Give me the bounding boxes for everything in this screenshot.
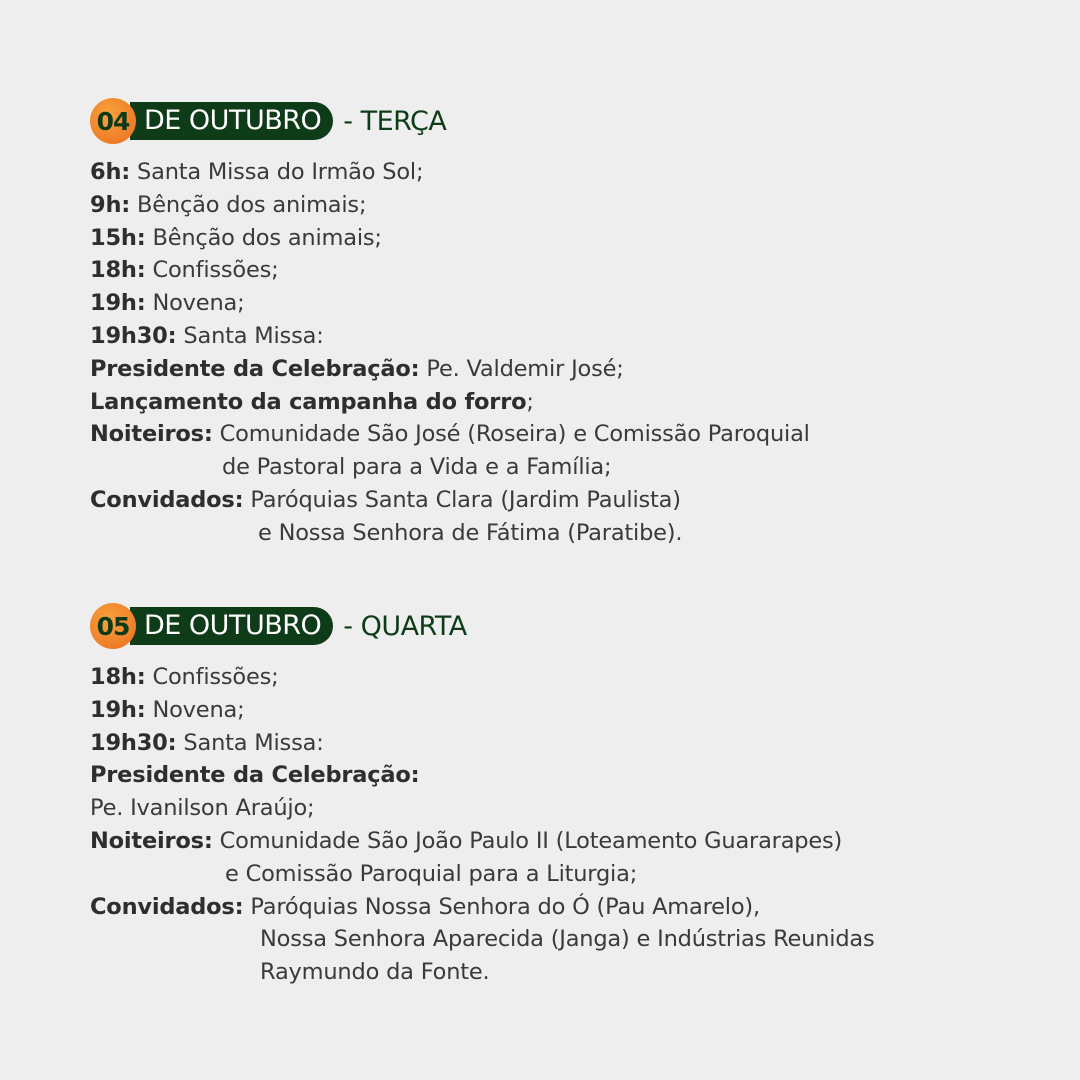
role-label: Convidados: — [90, 893, 244, 920]
schedule-item-continuation — [90, 792, 1050, 825]
schedule-item — [90, 386, 1050, 419]
schedule-item — [90, 727, 1050, 760]
weekday-label: - TERÇA — [343, 105, 447, 137]
weekday-label: - QUARTA — [343, 610, 467, 642]
day-section-05 — [90, 603, 1050, 989]
schedule-item-continuation — [90, 517, 1050, 550]
role-label: Presidente da Celebração: — [90, 762, 420, 789]
time-label: 19h: — [90, 696, 146, 723]
item-text: Santa Missa: — [176, 322, 324, 349]
schedule-item — [90, 254, 1050, 287]
item-text: Comunidade São João Paulo II (Loteamento Guararapes) — [212, 827, 843, 854]
month-label: DE OUTUBRO — [130, 102, 333, 140]
item-text: Confissões; — [145, 664, 279, 690]
item-text: e Nossa Senhora de Fátima (Paratibe). — [258, 519, 683, 546]
time-label: 9h: — [90, 191, 131, 218]
schedule-item — [90, 156, 1050, 189]
schedule-item — [90, 353, 1050, 386]
item-text: Nossa Senhora Aparecida (Janga) e Indústrias Reunidas — [260, 926, 875, 953]
item-text: Bênção dos animais; — [145, 224, 382, 251]
item-text: Comunidade São José (Roseira) e Comissão Paroquial — [212, 421, 810, 448]
time-label: 19h: — [90, 290, 146, 317]
schedule-item — [90, 661, 1050, 694]
item-text: Raymundo da Fonte. — [260, 959, 490, 986]
day-section-04 — [90, 98, 1050, 550]
item-text: ; — [526, 388, 534, 415]
item-text: Paróquias Santa Clara (Jardim Paulista) — [243, 486, 681, 513]
schedule-item — [90, 891, 1050, 924]
day-header — [90, 603, 1050, 649]
day-number-badge: 05 — [90, 603, 136, 649]
schedule-item — [90, 484, 1050, 517]
day-header — [90, 98, 1050, 144]
item-text: Pe. Valdemir José; — [419, 355, 624, 382]
role-label: Convidados: — [90, 486, 244, 513]
time-label: 19h30: — [90, 322, 177, 349]
schedule-item — [90, 287, 1050, 320]
schedule-item — [90, 825, 1050, 858]
role-label: Noiteiros: — [90, 421, 213, 448]
time-label: 6h: — [90, 159, 131, 185]
time-label: 18h: — [90, 257, 146, 284]
item-text: e Comissão Paroquial para a Liturgia; — [225, 860, 638, 887]
schedule-item — [90, 759, 1050, 792]
role-label: Noiteiros: — [90, 827, 213, 854]
schedule-item — [90, 694, 1050, 727]
day-number-badge: 04 — [90, 98, 136, 144]
schedule-item-continuation — [90, 858, 1050, 891]
item-text: Novena; — [145, 696, 245, 723]
schedule-item-continuation — [90, 451, 1050, 484]
schedule-item — [90, 222, 1050, 255]
item-text: Paróquias Nossa Senhora do Ó (Pau Amarelo), — [243, 893, 760, 920]
schedule-item — [90, 189, 1050, 222]
time-label: 15h: — [90, 224, 146, 251]
item-text: de Pastoral para a Vida e a Família; — [222, 454, 612, 481]
schedule-list — [90, 156, 1050, 550]
schedule-item-continuation — [90, 923, 1050, 956]
role-label: Presidente da Celebração: — [90, 355, 420, 382]
item-text: Novena; — [145, 290, 245, 317]
item-text: Confissões; — [145, 257, 279, 284]
time-label: 19h30: — [90, 729, 177, 756]
month-label: DE OUTUBRO — [130, 607, 333, 645]
schedule-item — [90, 418, 1050, 451]
schedule-list — [90, 661, 1050, 989]
schedule-item-continuation — [90, 956, 1050, 989]
item-text: Pe. Ivanilson Araújo; — [90, 795, 315, 822]
item-text: Santa Missa do Irmão Sol; — [130, 159, 424, 185]
highlight-label: Lançamento da campanha do forro — [90, 388, 527, 415]
item-text: Bênção dos animais; — [130, 191, 367, 218]
time-label: 18h: — [90, 664, 146, 690]
item-text: Santa Missa: — [176, 729, 324, 756]
schedule-item — [90, 320, 1050, 353]
